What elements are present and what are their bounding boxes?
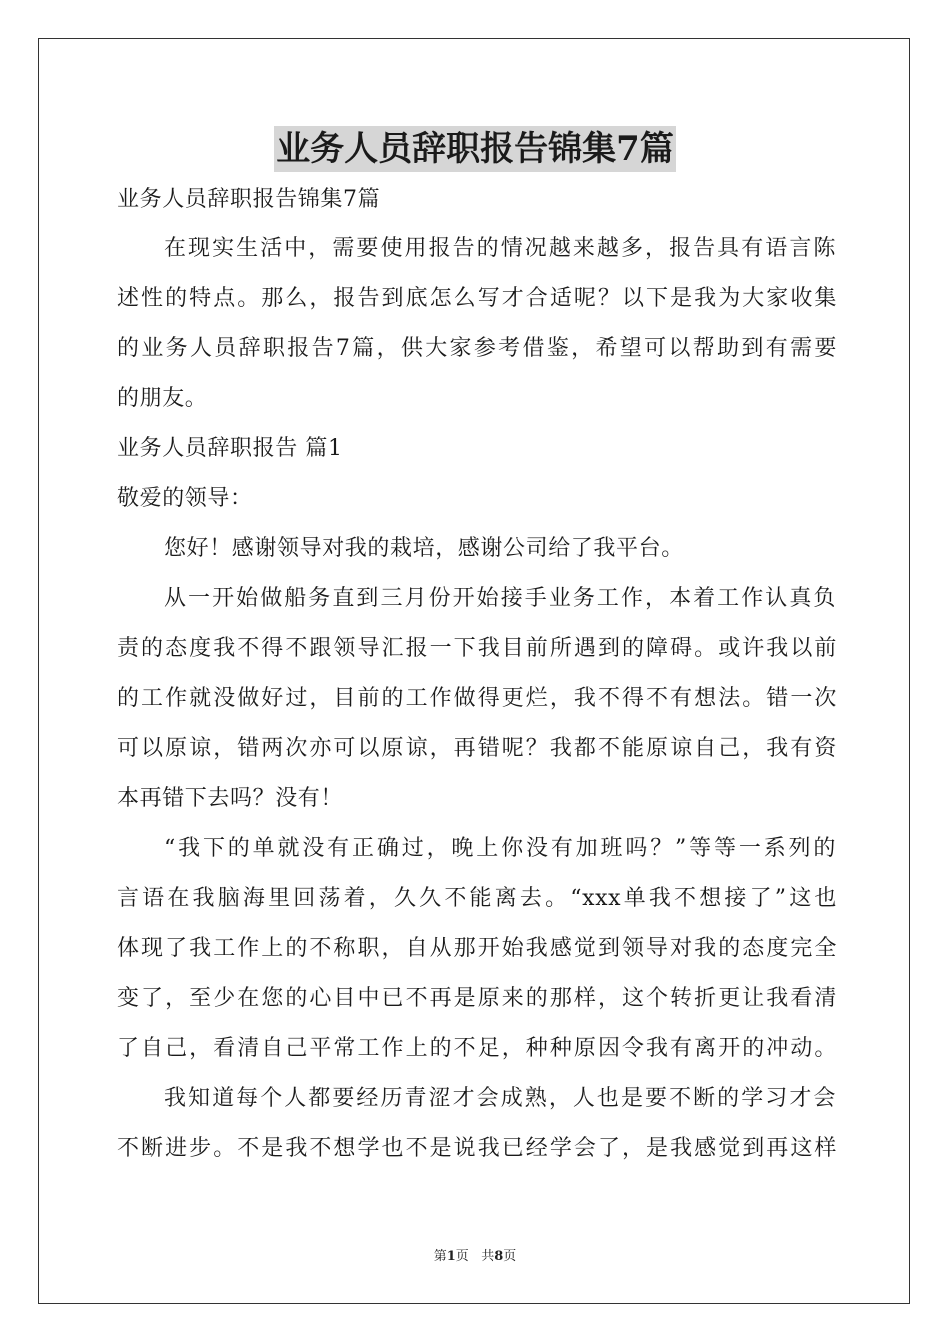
paragraph-line: 的业务人员辞职报告7篇，供大家参考借鉴，希望可以帮助到有需要	[117, 336, 837, 361]
paragraph-line: 可以原谅，错两次亦可以原谅，再错呢？我都不能原谅自己，我有资	[117, 736, 837, 761]
paragraph-line: 从一开始做船务直到三月份开始接手业务工作，本着工作认真负	[164, 586, 836, 611]
paragraph-line: 在现实生活中，需要使用报告的情况越来越多，报告具有语言陈	[164, 236, 836, 261]
paragraph-line: 述性的特点。那么，报告到底怎么写才合适呢？以下是我为大家收集	[117, 286, 837, 311]
footer-total-prefix: 共	[481, 1249, 495, 1264]
salutation: 敬爱的领导：	[117, 486, 253, 511]
footer-page-number: 1	[446, 1249, 456, 1264]
page-footer	[0, 1248, 950, 1266]
paragraph-line: 的朋友。	[117, 386, 208, 411]
paragraph-line: 变了，至少在您的心目中已不再是原来的那样，这个转折更让我看清	[117, 986, 837, 1011]
paragraph-line: 不断进步。不是我不想学也不是说我已经学会了，是我感觉到再这样	[117, 1136, 837, 1161]
paragraph-line: 我知道每个人都要经历青涩才会成熟，人也是要不断的学习才会	[164, 1086, 836, 1111]
paragraph-line: 言语在我脑海里回荡着，久久不能离去。“xxx单我不想接了”这也	[117, 886, 837, 911]
paragraph-line: 责的态度我不得不跟领导汇报一下我目前所遇到的障碍。或许我以前	[117, 636, 837, 661]
title-container	[0, 126, 950, 172]
paragraph-line: 您好！感谢领导对我的栽培，感谢公司给了我平台。	[164, 536, 684, 561]
paragraph-line: 了自己，看清自己平常工作上的不足，种种原因令我有离开的冲动。	[117, 1036, 837, 1061]
section-heading: 业务人员辞职报告 篇1	[117, 436, 343, 461]
page-border	[38, 38, 910, 1304]
footer-total-pages: 8	[494, 1249, 504, 1264]
paragraph-line: “我下的单就没有正确过，晚上你没有加班吗？”等等一系列的	[164, 836, 836, 861]
document-title: 业务人员辞职报告锦集7篇	[274, 126, 676, 172]
paragraph-line: 的工作就没做好过，目前的工作做得更烂，我不得不有想法。错一次	[117, 686, 837, 711]
paragraph-line: 体现了我工作上的不称职，自从那开始我感觉到领导对我的态度完全	[117, 936, 837, 961]
subtitle-line: 业务人员辞职报告锦集7篇	[117, 187, 381, 212]
paragraph-line: 本再错下去吗？没有！	[117, 786, 344, 811]
footer-prefix: 第	[433, 1249, 447, 1264]
footer-page-suffix: 页	[455, 1249, 469, 1264]
footer-total-suffix: 页	[503, 1249, 517, 1264]
